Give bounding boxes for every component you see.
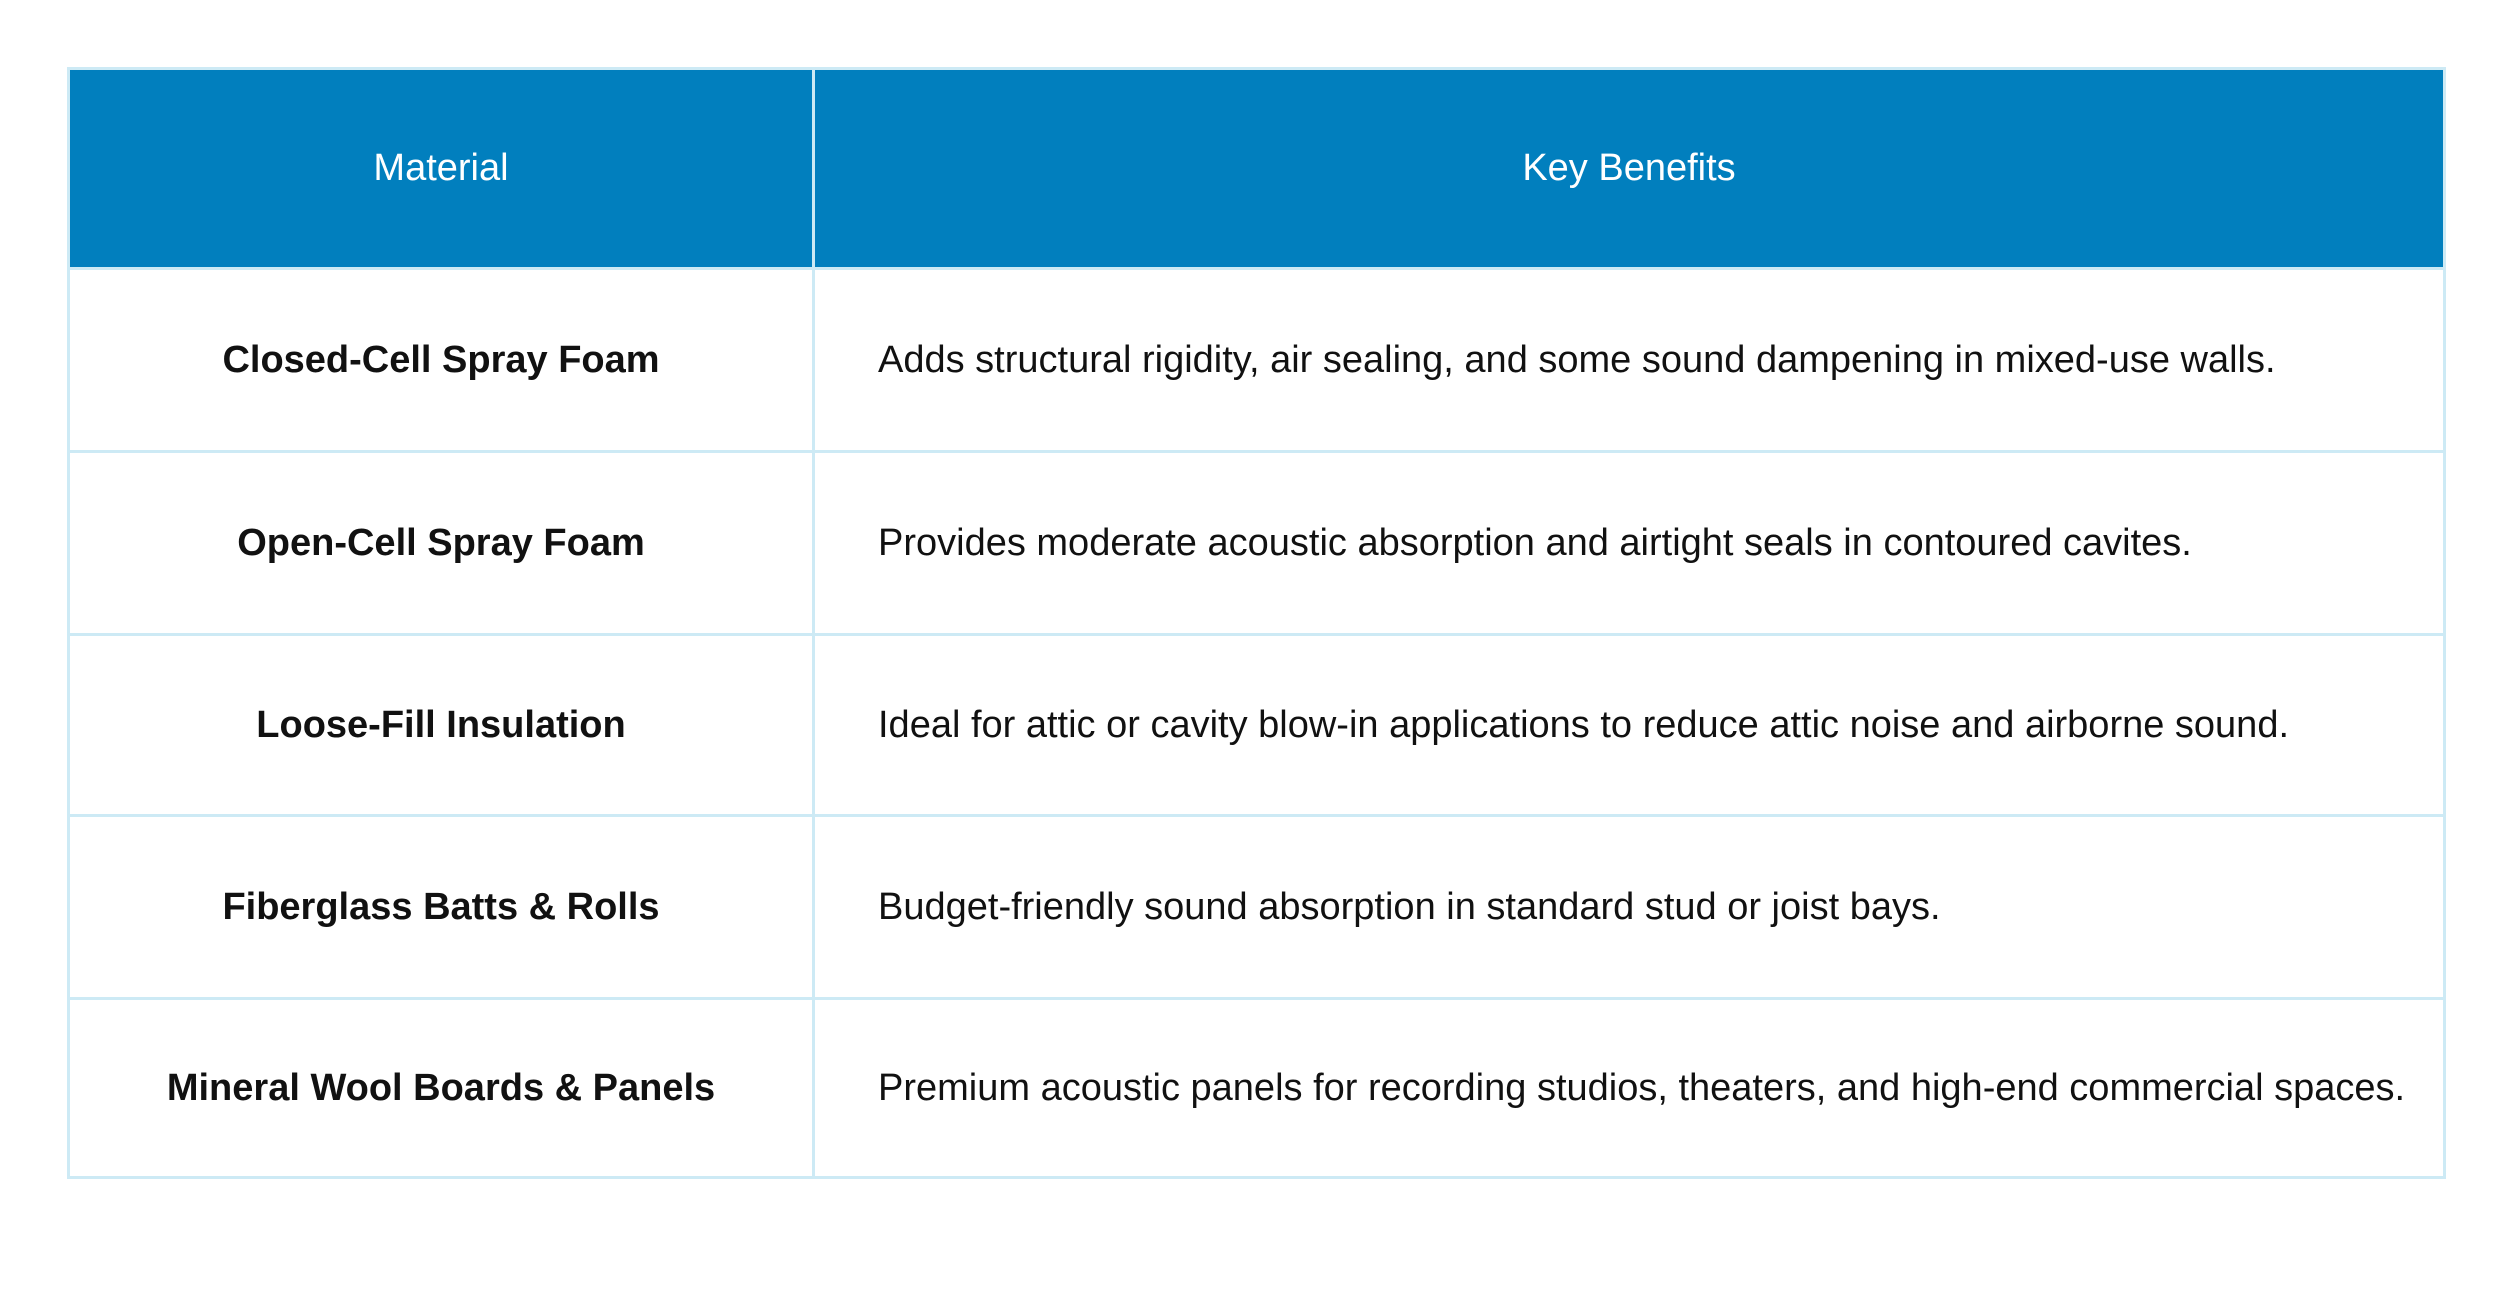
material-cell: Fiberglass Batts & Rolls [69,816,814,999]
header-row [69,69,2445,269]
benefit-cell: Provides moderate acoustic absorption and airtight seals in contoured cavites. [814,452,2445,635]
table-header [69,69,2445,269]
benefits-table-container [67,67,2443,1179]
table-body [69,269,2445,1178]
material-cell: Mineral Wool Boards & Panels [69,999,814,1178]
benefit-cell: Ideal for attic or cavity blow-in applications to reduce attic noise and airborne sound. [814,635,2445,816]
benefit-cell: Premium acoustic panels for recording studios, theaters, and high-end commercial spaces. [814,999,2445,1178]
table-row [69,452,2445,635]
material-cell: Open-Cell Spray Foam [69,452,814,635]
material-cell: Loose-Fill Insulation [69,635,814,816]
benefit-cell: Budget-friendly sound absorption in standard stud or joist bays. [814,816,2445,999]
table-row [69,816,2445,999]
table-row [69,269,2445,452]
header-key-benefits: Key Benefits [814,69,2445,269]
materials-benefits-table [67,67,2446,1179]
benefit-cell: Adds structural rigidity, air sealing, and some sound dampening in mixed-use walls. [814,269,2445,452]
header-material: Material [69,69,814,269]
table-row [69,999,2445,1178]
table-row [69,635,2445,816]
material-cell: Closed-Cell Spray Foam [69,269,814,452]
